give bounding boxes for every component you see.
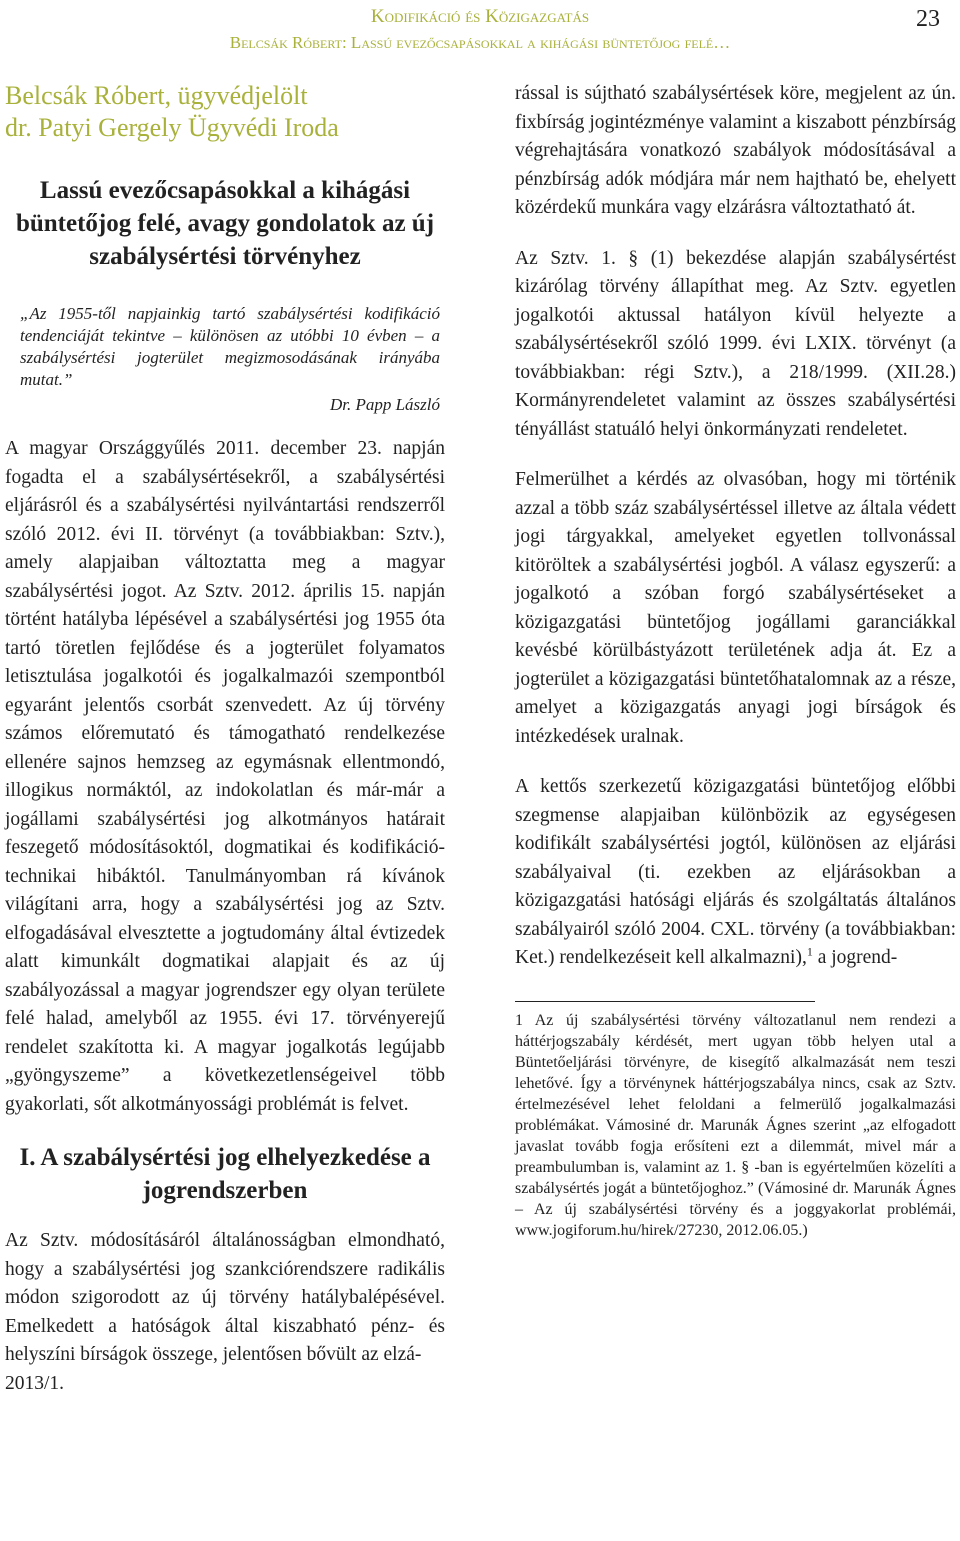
footnote-text: Az új szabálysértési törvény változatlanul nem rendezi a háttérjogszabály kérdését, mert ugyan több helyen utal a Büntetőeljárási törvényre, de kisegítő alkalmazását nem teszi lehetővé. Így a törvénynek háttérjogszabálya nincs, csak az Sztv. értelmezésével lehet feloldani a felmerülő jogalkalmazási problémákat. Vámosiné dr. Marunák Ágnes szerint „az elfogadott javaslat tovább fogja erősíteni ezt a dilemmát, mivel már a preambulumban is, valamint az 1. § -ban is egyértelműen közelíti a szabálysértés jogát a büntetőjoghoz.” (Vámosiné dr. Marunák Ágnes – Az új szabálysértési törvény és a joggyakorlat problémái, www.jogiforum.hu/hirek/27230, 2012.06.05.) [515,1011,956,1239]
paragraph-dual-structure-text: A kettős szerkezetű közigazgatási büntetőjog előbbi szegmense alapjaiban különbözik az egységesen kodifikált szabálysértési jogtól, különösen az eljárási szabályaival (ti. ezekben az eljárásokban a közigazgatási hatósági eljárás és szolgáltatás általános szabályairól szóló 2004. CXL. törvény (a továbbiakban: Ket.) rendelkezéseit kell alkalmazni), [515,776,956,968]
footnote-number: 1 [515,1011,523,1029]
running-header [120,4,840,56]
article-title: Lassú evezőcsapásokkal a kihágási büntetőjog felé, avagy gondolatok az új szabálysértési törvényhez [15,177,435,270]
issue-number: 2013/1. [5,1372,65,1394]
paragraph-continued: rással is sújtható szabálysértések köre, megjelent az ún. fixbírság jogintézménye valamint a kiszabott pénzbírság végrehajtására vonatkozó szabályok módosításával a pénzbírság adók módjára már nem hajtható be, ehelyett közérdekű munkára vagy elzárásra változtatható át. [515,83,956,218]
section-paragraph: Az Sztv. módosításáról általánosságban elmondható, hogy a szabálysértési jog szankciórendszere radikális módon szigorodott az új törvény hatálybalépésével. Emelkedett a hatóságok által kiszabható pénz- és helyszíni bírságok összege, jelentősen bővült az elzá- [5,1230,445,1365]
intro-paragraph: A magyar Országgyűlés 2011. december 23. napján fogadta el a szabálysértésekről, a szabálysértési eljárásról és a szabálysértési nyilvántartási rendszerről szóló 2012. évi II. törvényt (a továbbiakban: Sztv.), amely alapjaiban változtatta meg a magyar szabálysértési jogot. Az Sztv. 2012. április 15. napján történt hatályba lépésével a szabálysértési jog 1955 óta tartó töretlen fejlődése és a jogterület folyamatos letisztulása jogalkotói és jogalkalmazói szempontból egyaránt jelentős csorbát szenvedett. Az új törvény számos előremutató és támogatható rendelkezése ellenére sajnos hemzseg az egymásnak ellentmondó, illogikus normáktól, az indokolatlan és már-már a jogállami szabálysértési jog alkotmányos határait feszegető módosításoktól, dogmatikai és kodifikáció-technikai hibáktól. Tanulmányomban rá kívánok világítani arra, hogy a szabálysértési jog az Sztv. elfogadásával elvesztette a jogtudomány által évtizedek alatt kimunkált dogmatikai alapjait és az új szabályozással a magyar jogrendszer egy olyan területe felé halad, amelyből az 1955. évi 17. törvényerejű rendelet szakította ki. A magyar jogalkotás legújabb „gyöngyszeme” a következetlenségeivel több gyakorlati, sőt alkotmányossági problémát is felvet. [5,438,445,1115]
author-affiliation: dr. Patyi Gergely Ügyvédi Iroda [5,113,339,142]
paragraph-question: Felmerülhet a kérdés az olvasóban, hogy mi történik azzal a több száz szabálysértéssel illetve az általa védett jogi tárgyakkal, amelyeket egyetlen tollvonással kitöröltek a szabálysértési jogból. A válasz egyszerű: a jogalkotó a szóban forgó szabálysértéseket a közigazgatási büntetőjog jogállami garanciákkal kevésbé körülbástyázott területének adja át. Ez a jogterület a közigazgatási büntetőhatalomnak az a része, amelyet a közigazgatás anyagi jogi bírságok és intézkedések uralnak. [515,469,956,747]
journal-name: Kodifikáció és Közigazgatás [370,6,590,27]
left-column [5,80,445,1398]
paragraph-dual-structure [515,773,956,973]
running-title: Belcsák Róbert: Lassú evezőcsapásokkal a kihágási büntetőjog felé… [229,33,731,52]
footnote-reference[interactable]: 1 [806,944,813,959]
page-number: 23 [916,6,940,32]
paragraph-dual-structure-end: a jogrend- [812,947,898,968]
footnote-divider [515,1001,815,1002]
motto-quote: „Az 1955-től napjainkig tartó szabálysértési kodifikáció tendenciáját tekintve – különösen az utóbbi 10 évben – a szabálysértési jogterület megizmosodásának irányába mutat.” [20,304,440,389]
footnote [515,1010,956,1241]
section-heading: I. A szabálysértési jog elhelyezkedése a jogrendszerben [19,1144,431,1204]
author-name: Belcsák Róbert, ügyvédjelölt [5,81,308,110]
motto-author: Dr. Papp László [329,395,440,414]
paragraph-sztv-scope: Az Sztv. 1. § (1) bekezdése alapján szabálysértést kizárólag törvény állapíthat meg. Az Sztv. egyetlen jogalkotói aktussal hatályon kívül helyezte a szabálysértésekről szóló 1999. évi LXIX. törvényt (a továbbiakban: régi Sztv.), a 218/1999. (XII.28.) Kormányrendeletet valamint az összes szabálysértési tényállást statuáló helyi önkormányzati rendeletet. [515,247,956,440]
right-column [515,80,956,1241]
